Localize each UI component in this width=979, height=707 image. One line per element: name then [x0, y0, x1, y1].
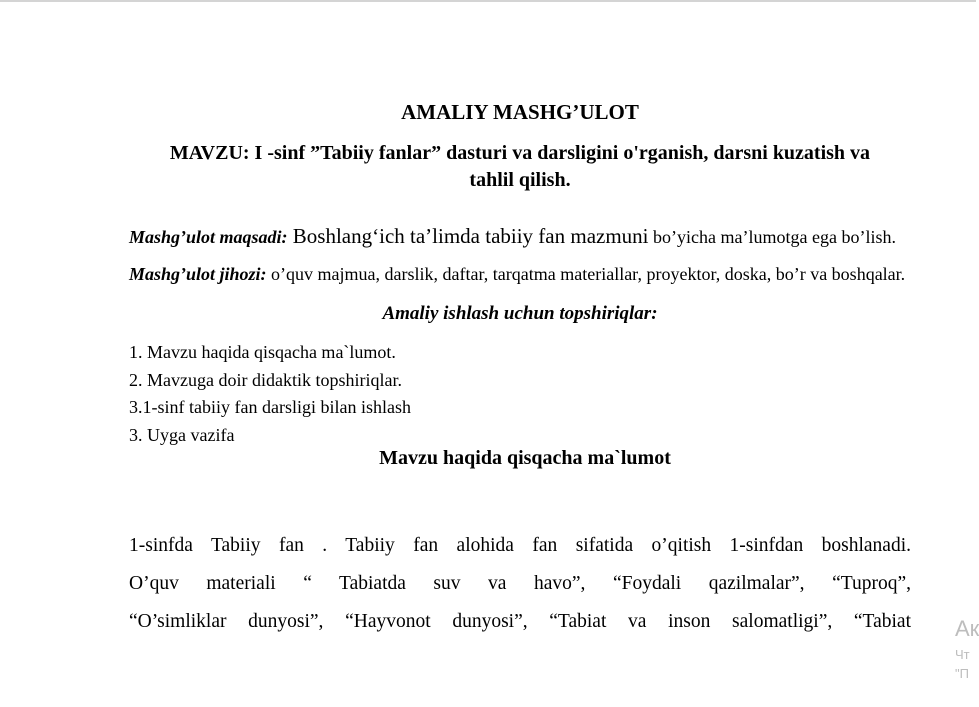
watermark-line: Чт — [955, 647, 970, 662]
section-heading: Mavzu haqida qisqacha ma`lumot — [379, 447, 671, 469]
activation-watermark — [955, 618, 979, 680]
goal-text-large: Boshlang‘ich ta’limda tabiiy fan mazmuni — [287, 224, 649, 248]
body-line: O’quv materiali “ Tabiatda suv va havo”, “Foydali qazilmalar”, “Tuproq”, — [129, 573, 911, 594]
tasks-list — [129, 339, 911, 449]
equipment-text: o’quv majmua, darslik, daftar, tarqatma materiallar, proyektor, doska, bo’r va boshqalar. — [266, 264, 906, 284]
equipment-label: Mashg’ulot jihozi: — [129, 264, 267, 284]
document-subject: MAVZU: I -sinf ”Tabiiy fanlar” dasturi va darsligini o'rganish, darsni kuzatish va tahlil qilish. — [169, 142, 871, 191]
body-paragraph — [129, 527, 911, 641]
watermark-line: "П — [955, 666, 969, 681]
goal-paragraph — [129, 223, 911, 250]
document-content — [129, 98, 911, 641]
body-line: 1-sinfda Tabiiy fan . Tabiiy fan alohida fan sifatida o’qitish 1-sinfdan boshlanadi. — [129, 535, 911, 556]
body-line: “O’simliklar dunyosi”, “Hayvonot dunyosi”, “Tabiat va inson salomatligi”, “Tabiat — [129, 611, 911, 632]
equipment-paragraph — [129, 260, 911, 289]
goal-label: Mashg’ulot maqsadi: — [129, 227, 288, 247]
task-item: 3. Uyga vazifa — [129, 424, 235, 445]
document-title: AMALIY MASHG’ULOT — [401, 100, 639, 124]
watermark-line: Ак — [955, 616, 979, 641]
tasks-heading: Amaliy ishlash uchun topshiriqlar: — [382, 303, 658, 324]
document-page — [0, 2, 976, 707]
goal-text-small: bo’yicha ma’lumotga ega bo’lish. — [648, 227, 896, 247]
task-item: 1. Mavzu haqida qisqacha ma`lumot. — [129, 342, 396, 362]
task-item: 2. Mavzuga doir didaktik topshiriqlar. — [129, 369, 402, 390]
task-item: 3.1-sinf tabiiy fan darsligi bilan ishlash — [129, 397, 411, 417]
